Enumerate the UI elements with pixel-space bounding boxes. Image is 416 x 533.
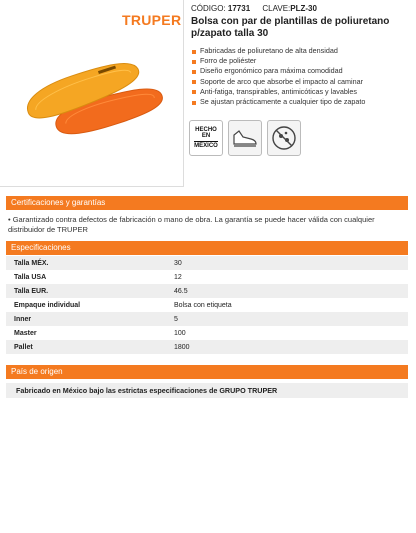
feature-item: Anti-fatiga, transpirables, antimicóticas y lavables (191, 87, 411, 97)
specs-table (6, 256, 408, 354)
table-row (6, 270, 408, 284)
certificaciones-header: Certificaciones y garantías (6, 196, 408, 210)
feature-item: Se ajustan prácticamente a cualquier tipo de zapato (191, 97, 411, 107)
mexico-text: MÉXICO (194, 142, 218, 149)
truper-logo: TRUPER (122, 12, 182, 28)
hecho-text: HECHO (195, 126, 217, 133)
table-row (6, 326, 408, 340)
spec-label: Talla MÉX. (6, 256, 166, 270)
origen-text: Fabricado en México bajo las estrictas especificaciones de GRUPO TRUPER (6, 383, 408, 398)
product-codes (191, 4, 411, 13)
feature-item: Fabricadas de poliuretano de alta densidad (191, 46, 411, 56)
table-row (6, 284, 408, 298)
table-row (6, 340, 408, 354)
especificaciones-header: Especificaciones (6, 241, 408, 255)
table-row (6, 298, 408, 312)
table-row (6, 312, 408, 326)
spec-label: Talla EUR. (6, 284, 166, 298)
codigo-label: CÓDIGO: (191, 4, 226, 13)
feature-list (191, 46, 411, 107)
codigo-value: 17731 (227, 4, 251, 13)
spec-value: 100 (174, 329, 186, 337)
feature-item: Forro de poliéster (191, 56, 411, 66)
spec-value: Bolsa con etiqueta (174, 301, 232, 309)
origen-header: País de origen (6, 365, 408, 379)
badge-row (189, 120, 301, 156)
shoe-icon (228, 120, 262, 156)
spec-label: Empaque individual (14, 301, 81, 309)
certificaciones-text: • Garantizado contra defectos de fabricación o mano de obra. La garantía se puede hacer válida con cualquier distribuidor de TRUPER (8, 215, 375, 234)
clave-value: PLZ-30 (290, 4, 317, 13)
table-row (6, 256, 408, 270)
product-title: Bolsa con par de plantillas de poliuretano p/zapato talla 30 (191, 16, 390, 39)
hecho-en-mexico-badge (189, 120, 223, 156)
spec-value: 46.5 (166, 284, 408, 298)
insoles-image (14, 40, 174, 140)
feature-item: Diseño ergonómico para máxima comodidad (191, 66, 411, 76)
product-image-panel (0, 0, 184, 187)
en-text: EN (201, 133, 211, 140)
spec-label: Master (14, 329, 37, 337)
spec-value: 5 (166, 312, 408, 326)
spec-value: 1800 (166, 340, 408, 354)
clave-label: CLAVE: (262, 4, 291, 13)
spec-label: Talla USA (14, 273, 47, 281)
spec-label: Pallet (6, 340, 166, 354)
spec-label: Inner (6, 312, 166, 326)
product-info (191, 4, 411, 107)
spec-value: 12 (174, 273, 182, 281)
feature-item: Soporte de arco que absorbe el impacto al caminar (191, 77, 411, 87)
anti-fungal-icon (267, 120, 301, 156)
spec-value: 30 (166, 256, 408, 270)
